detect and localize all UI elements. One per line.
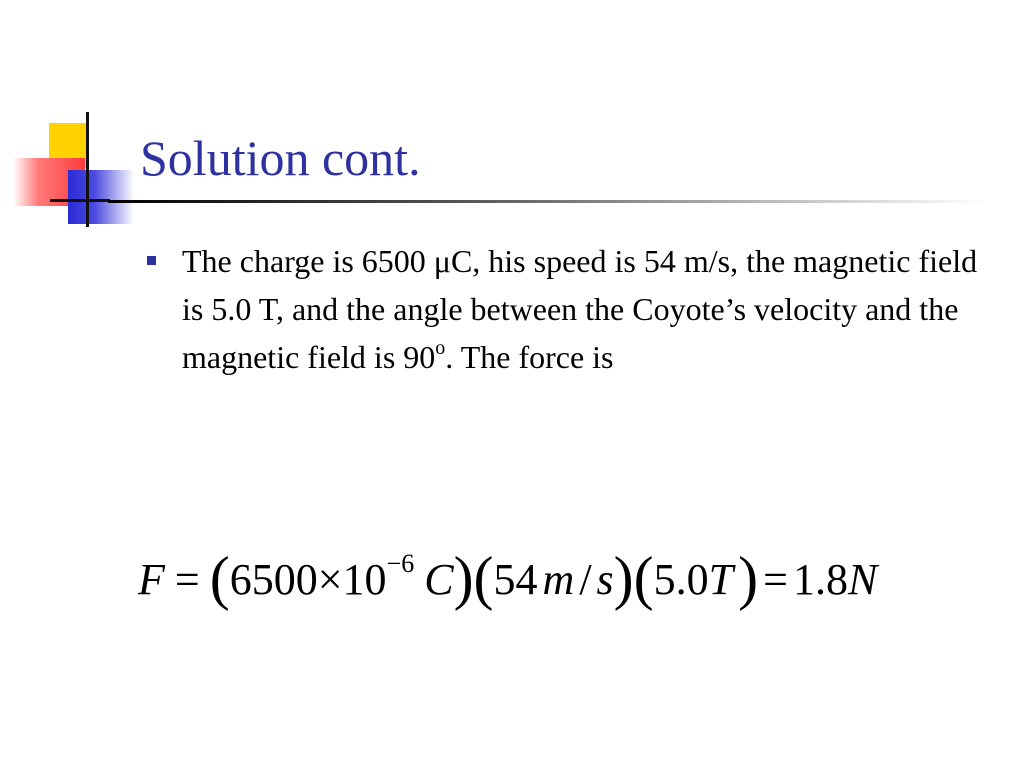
eq-slash: / — [579, 555, 592, 604]
slide-logo-decoration — [0, 0, 140, 240]
eq-charge-unit: C — [424, 555, 454, 604]
bullet-text — [182, 237, 997, 381]
eq-lparen-3: ( — [633, 545, 654, 611]
eq-lparen-1: ( — [209, 545, 230, 611]
bullet-text-end: . The force is — [445, 339, 614, 375]
eq-rparen-1: ) — [453, 545, 474, 611]
eq-rparen-2: ) — [613, 545, 634, 611]
eq-field-unit: T — [708, 555, 734, 604]
logo-blue-square — [68, 170, 134, 224]
logo-horizontal-line — [50, 199, 110, 202]
eq-speed-unit-m: m — [542, 555, 575, 604]
eq-base: 10 — [342, 555, 387, 604]
eq-lparen-2: ( — [473, 545, 494, 611]
eq-times: × — [317, 555, 343, 604]
eq-exponent: −6 — [386, 549, 415, 578]
eq-equals-1: = — [174, 555, 200, 604]
eq-rparen-3: ) — [738, 545, 759, 611]
slide-title: Solution cont. — [140, 130, 421, 186]
force-equation — [138, 538, 1008, 618]
eq-field-value: 5.0 — [653, 555, 709, 604]
eq-result-unit: N — [847, 555, 878, 604]
eq-force-symbol: F — [138, 555, 165, 604]
title-underline-rule — [108, 200, 988, 203]
degree-superscript: o — [435, 337, 446, 359]
eq-charge-value: 6500 — [229, 555, 318, 604]
bullet-square-icon — [147, 256, 156, 265]
eq-speed-unit-s: s — [596, 555, 614, 604]
logo-vertical-line — [86, 112, 89, 227]
eq-equals-2: = — [763, 555, 788, 604]
bullet-text-main: The charge is 6500 μC, his speed is 54 m/s, the magnetic field is 5.0 T, and the angle between the Coyote’s velocity and the magnetic field is 90 — [182, 243, 978, 375]
eq-speed-value: 54 — [493, 555, 538, 604]
eq-result-value: 1.8 — [792, 555, 848, 604]
